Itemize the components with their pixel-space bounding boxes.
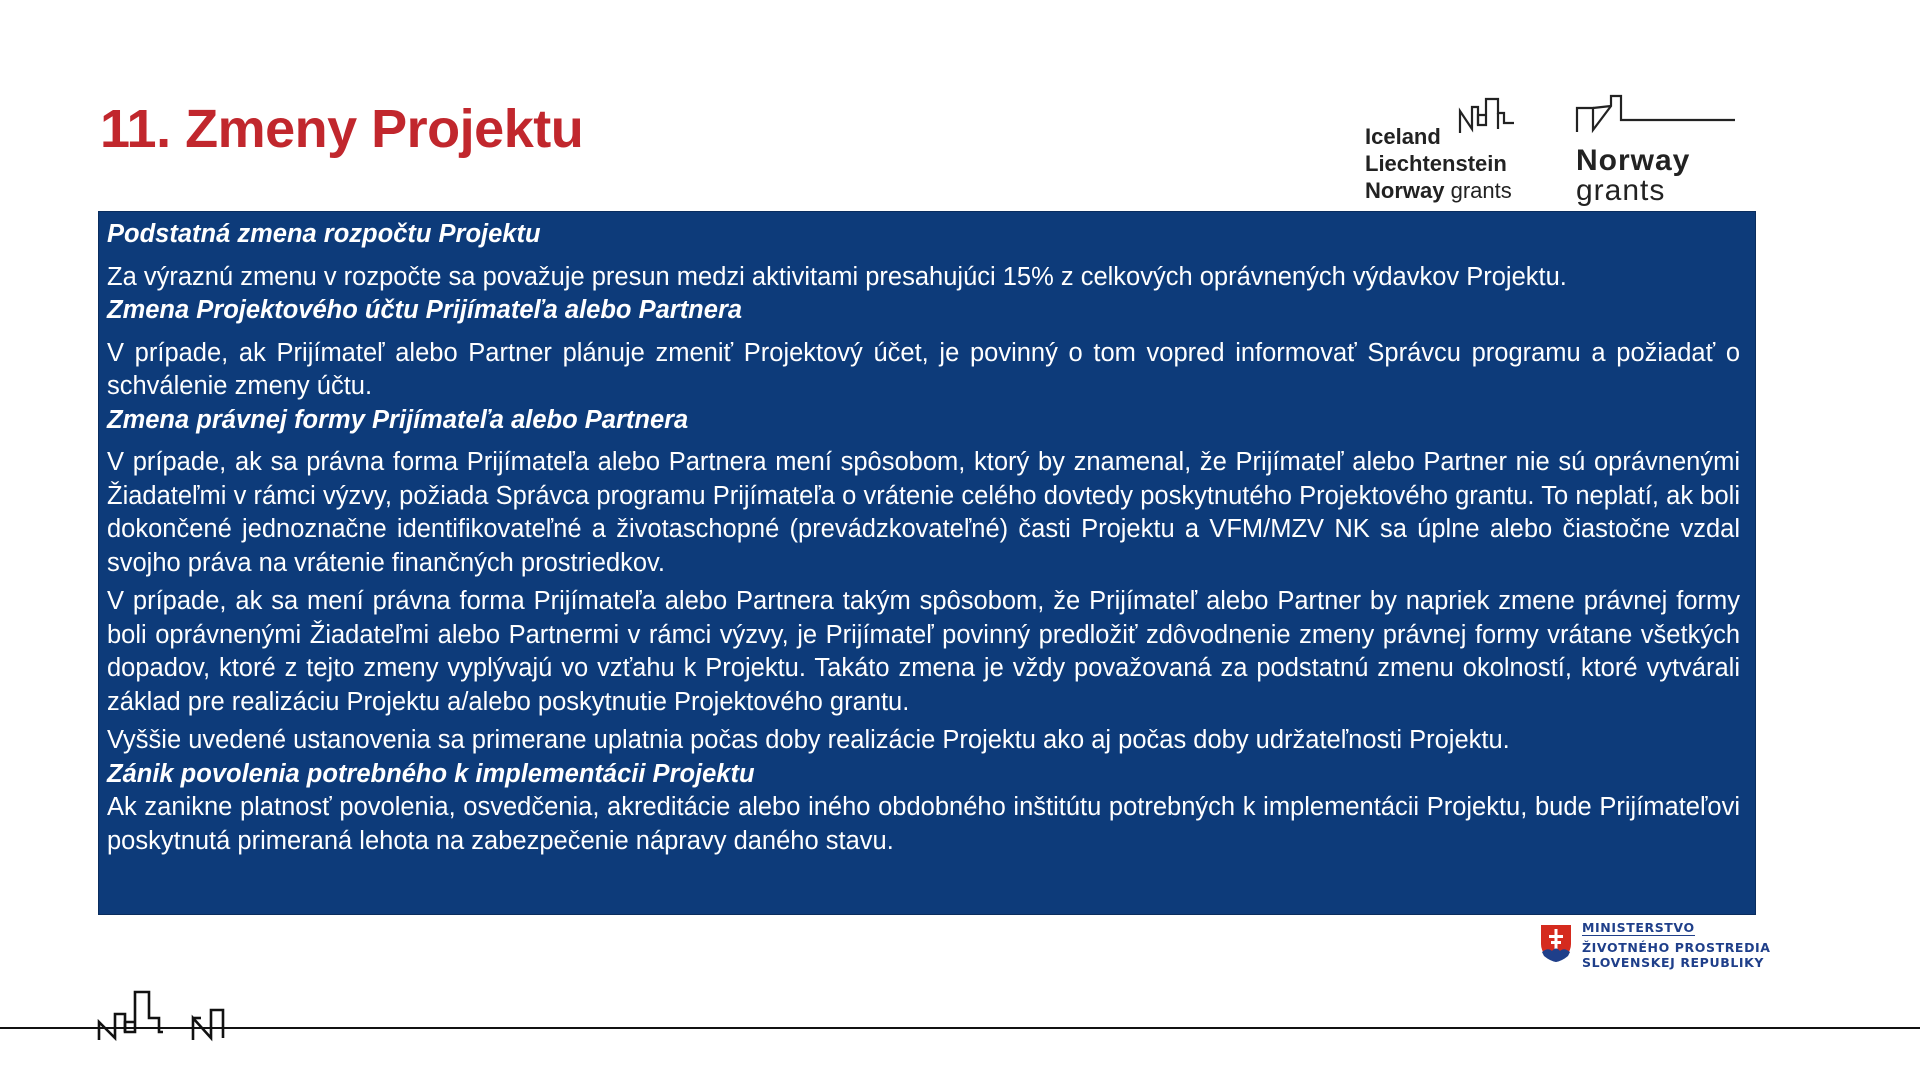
slide-title: 11. Zmeny Projektu bbox=[100, 99, 584, 159]
heading-budget-change: Podstatná zmena rozpočtu Projektu bbox=[107, 220, 541, 248]
content-box bbox=[98, 211, 1756, 915]
heading-legal-form-change: Zmena právnej formy Prijímateľa alebo Partnera bbox=[107, 405, 689, 434]
paragraph-legal-form-2: V prípade, ak sa mení právna forma Prijímateľa alebo Partnera takým spôsobom, že Prijímateľ alebo Partner by napriek zmene právnej formy boli oprávnenými Žiadateľmi alebo Partnermi v rámci výzvy, je Prijímateľ povinný predložiť zdôvodnenie zmeny právnej formy vrátane všetkých dopadov, ktoré z tejto zmeny vyplývajú vo vzťahu k Projektu. Takáto zmena je vždy považovaná za podstatnú zmenu okolností, ktoré vytvárali základ pre realizáciu Projektu a/alebo poskytnutie Projektového grantu. bbox=[107, 587, 1740, 716]
slovak-coat-of-arms-icon bbox=[1538, 922, 1574, 964]
paragraph-account-change: V prípade, ak Prijímateľ alebo Partner plánuje zmeniť Projektový účet, je povinný o tom vopred informovať Správcu programu a požiadať o schválenie zmeny účtu. bbox=[107, 338, 1740, 400]
eea-logo-line1: Iceland bbox=[1365, 124, 1441, 149]
ministry-logo bbox=[1538, 918, 1771, 970]
eea-logo-line2: Liechtenstein bbox=[1365, 151, 1507, 176]
paragraph-permit-expiry: Ak zanikne platnosť povolenia, osvedčenia, akreditácie alebo iného obdobného inštitútu potrebných k implementácii Projektu, bude Prijímateľovi poskytnutá primeraná lehota na zabezpečenie nápravy daného stavu. bbox=[107, 793, 1740, 855]
heading-account-change: Zmena Projektového účtu Prijímateľa alebo Partnera bbox=[107, 296, 743, 324]
norway-logo-grants: grants bbox=[1576, 174, 1666, 207]
eea-grants-logo bbox=[1365, 95, 1525, 205]
heading-permit-expiry: Zánik povolenia potrebného k implementácii Projektu bbox=[107, 759, 755, 788]
grants-footer-icon bbox=[97, 988, 237, 1044]
paragraph-legal-form-1: V prípade, ak sa právna forma Prijímateľa alebo Partnera mení spôsobom, ktorý by znamenal, že Prijímateľ alebo Partner nie sú oprávnenými Žiadateľmi v rámci výzvy, požiada Správca programu Prijímateľa o vrátenie celého dovtedy poskytnutého Projektového grantu. To neplatí, ak boli dokončené jednoznačne identifikovateľné a životaschopné (prevádzkovateľné) časti Projektu a VFM/MZV NK sa úplne alebo čiastočne vzdal svojho práva na vrátenie finančných prostriedkov. bbox=[107, 448, 1740, 577]
ministry-line1: MINISTERSTVO bbox=[1582, 920, 1695, 935]
paragraph-provisions: Vyššie uvedené ustanovenia sa primerane uplatnia počas doby realizácie Projektu ako aj počas doby udržateľnosti Projektu. bbox=[107, 726, 1510, 754]
norway-grants-logo bbox=[1575, 94, 1735, 207]
ministry-line3: SLOVENSKEJ REPUBLIKY bbox=[1582, 955, 1765, 970]
ministry-line2: ŽIVOTNÉHO PROSTREDIA bbox=[1582, 940, 1771, 955]
eea-grants-icon bbox=[1458, 95, 1520, 137]
footer-line bbox=[0, 1027, 1920, 1029]
eea-logo-line3 bbox=[1365, 177, 1512, 204]
paragraph-budget-change: Za výraznú zmenu v rozpočte sa považuje presun medzi aktivitami presahujúci 15% z celkových oprávnených výdavkov Projektu. bbox=[107, 262, 1567, 291]
norway-logo-word: Norway bbox=[1576, 144, 1691, 177]
eea-logo-line3-bold: Norway bbox=[1365, 178, 1445, 203]
norway-grants-icon bbox=[1575, 94, 1735, 139]
eea-logo-line3-rest: grants bbox=[1444, 178, 1512, 203]
